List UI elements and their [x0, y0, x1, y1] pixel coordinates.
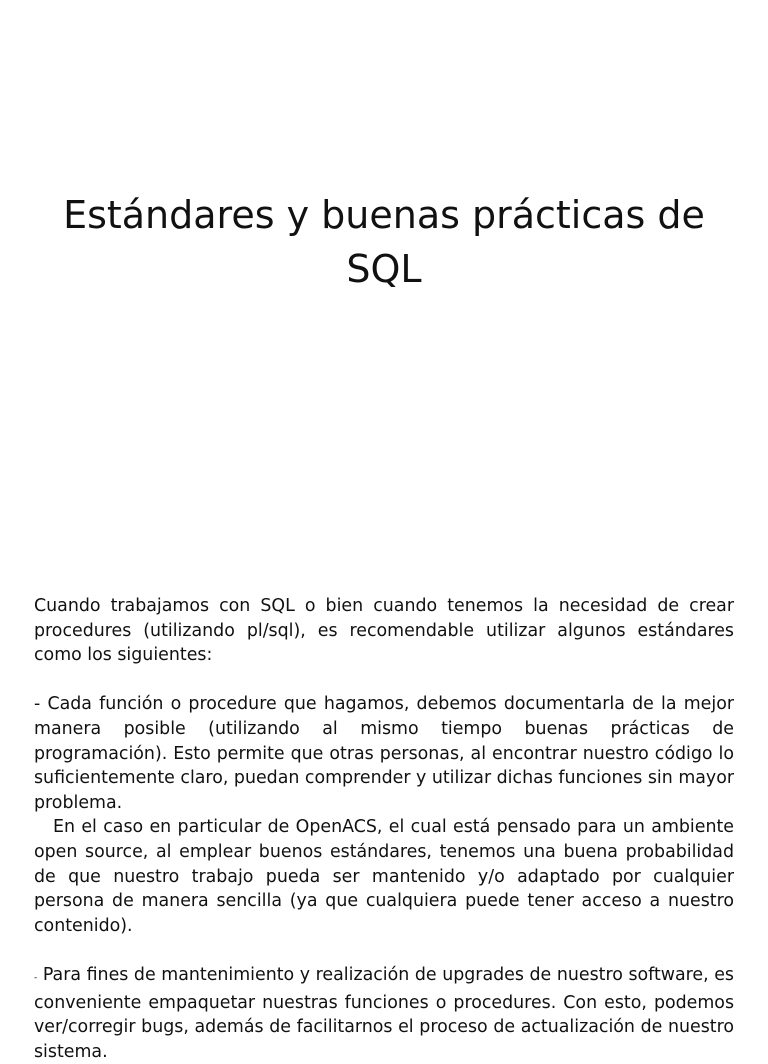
blank-line	[34, 938, 734, 963]
point-2-text: Para fines de mantenimiento y realización de upgrades de nuestro software, es conveniente empaquetar nuestras funciones o procedures. Con esto, podemos ver/corregir bugs, además de facilitarnos el proceso de actualización de nuestro sistema.	[34, 964, 734, 1062]
point-1-continuation-paragraph	[34, 815, 734, 938]
point-2-paragraph	[34, 963, 734, 1064]
point-2-dash: -	[34, 972, 38, 983]
point-1-paragraph: - Cada función o procedure que hagamos, debemos documentarla de la mejor manera posible (utilizando al mismo tiempo buenas prácticas de programación). Esto permite que otras personas, al encontrar nuestro código lo suficientemente claro, puedan comprender y utilizar dichas funciones sin mayor problema.	[34, 694, 734, 813]
page-title: Estándares y buenas prácticas de SQL	[63, 193, 705, 291]
intro-paragraph: Cuando trabajamos con SQL o bien cuando tenemos la necesidad de crear procedures (utilizando pl/sql), es recomendable utilizar algunos estándares como los siguientes:	[34, 596, 734, 666]
blank-line	[34, 668, 734, 693]
document-body	[34, 594, 734, 1064]
point-1-continuation-text: En el caso en particular de OpenACS, el cual está pensado para un ambiente open source, al emplear buenos estándares, tenemos una buena probabilidad de que nuestro trabajo pueda ser mantenido y/o adaptado por cualquier persona de manera sencilla (ya que cualquiera puede tener acceso a nuestro contenido).	[34, 817, 735, 936]
